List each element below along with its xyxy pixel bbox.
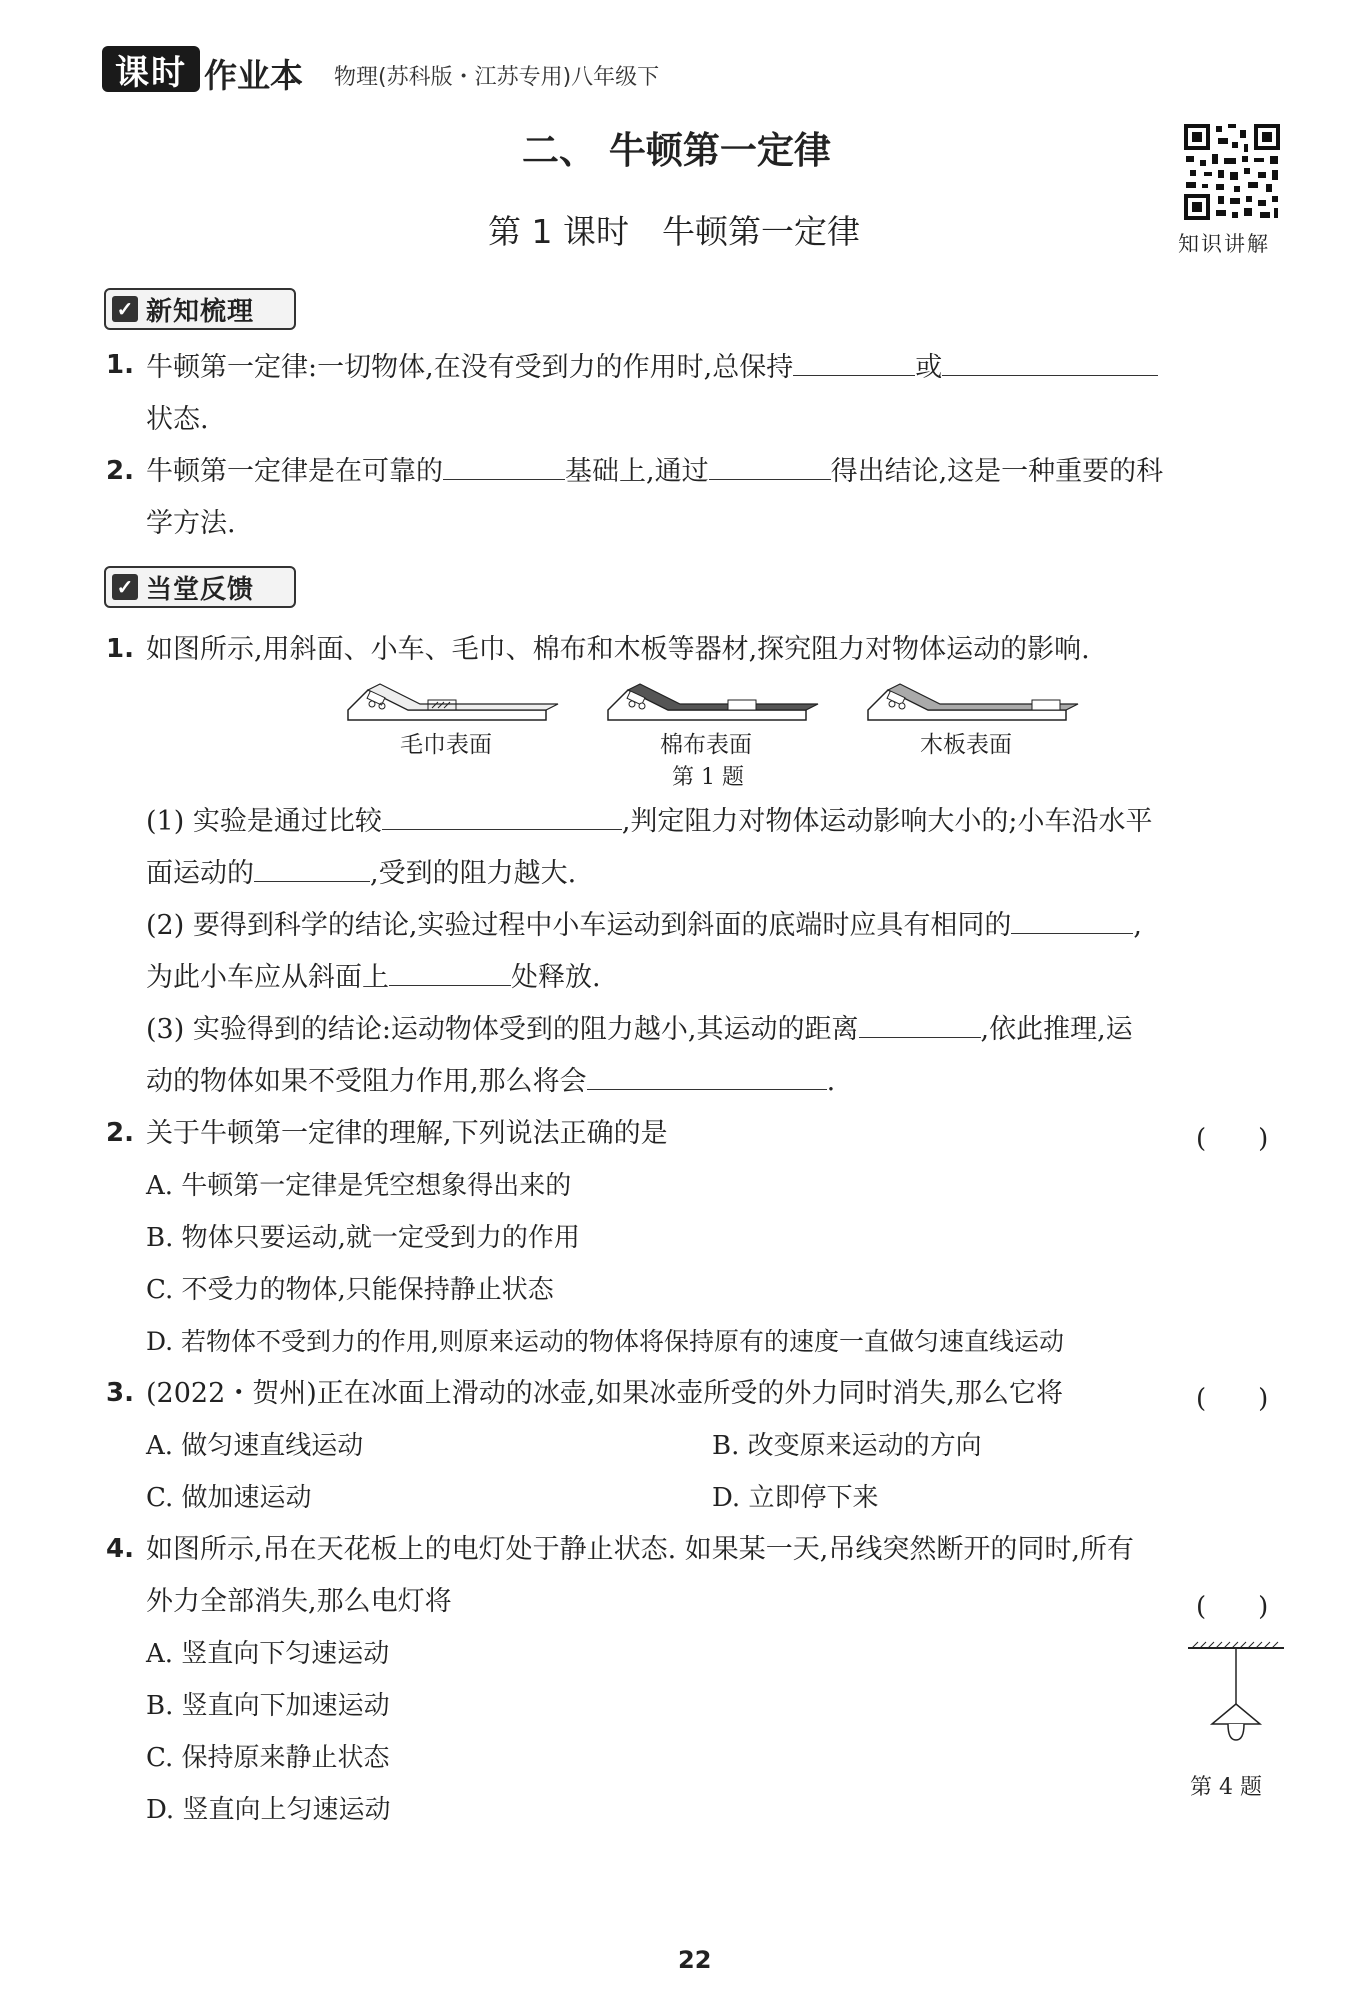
- question-text: 如图所示,用斜面、小车、毛巾、棉布和木板等器材,探究阻力对物体运动的影响.: [146, 634, 1090, 665]
- option-c[interactable]: C. 做加速运动: [146, 1483, 312, 1513]
- lesson-title: 第 1 课时 牛顿第一定律: [488, 212, 860, 251]
- ramp-towel: [348, 684, 558, 720]
- question-number: 1.: [106, 350, 134, 380]
- ramp-cotton: [608, 684, 818, 720]
- figure-caption: 第 4 题: [1190, 1775, 1262, 1800]
- answer-blank[interactable]: [793, 348, 915, 376]
- question-text: 牛顿第一定律是在可靠的 基础上,通过 得出结论,这是一种重要的科: [146, 452, 1163, 492]
- question-text: 如图所示,吊在天花板上的电灯处于静止状态. 如果某一天,吊线突然断开的同时,所有: [146, 1534, 1134, 1565]
- question-text: 牛顿第一定律:一切物体,在没有受到力的作用时,总保持 或: [146, 348, 1158, 388]
- question-number: 2.: [106, 456, 134, 486]
- question-number: 2.: [106, 1118, 134, 1148]
- subquestion-2: (2) 要得到科学的结论,实验过程中小车运动到斜面的底端时应具有相同的 ,: [146, 906, 1142, 946]
- answer-blank[interactable]: [382, 802, 622, 830]
- subquestion-3-cont: 动的物体如果不受阻力作用,那么将会 .: [146, 1062, 835, 1102]
- question-text: 关于牛顿第一定律的理解,下列说法正确的是: [146, 1118, 668, 1149]
- answer-blank[interactable]: [1011, 906, 1133, 934]
- option-d[interactable]: D. 若物体不受到力的作用,则原来运动的物体将保持原有的速度一直做匀速直线运动: [146, 1327, 1064, 1356]
- section-feedback: [104, 566, 296, 608]
- section-new-knowledge: [104, 288, 296, 330]
- option-c[interactable]: C. 不受力的物体,只能保持静止状态: [146, 1275, 554, 1305]
- figure-label-cotton: 棉布表面: [660, 732, 752, 758]
- question-number: 1.: [106, 634, 134, 664]
- header-logo: [102, 46, 200, 92]
- figure-caption: 第 1 题: [672, 765, 744, 790]
- figure-lamp: [1186, 1640, 1286, 1760]
- subquestion-2-cont: 为此小车应从斜面上 处释放.: [146, 958, 601, 998]
- figure-label-towel: 毛巾表面: [400, 732, 492, 758]
- option-d[interactable]: D. 立即停下来: [712, 1483, 879, 1513]
- answer-blank[interactable]: [942, 348, 1158, 376]
- section-label: 新知梳理: [146, 296, 255, 327]
- answer-blank[interactable]: [709, 452, 831, 480]
- logo-text: 课时: [115, 52, 187, 93]
- option-a[interactable]: A. 竖直向下匀速运动: [146, 1639, 390, 1669]
- subquestion-1: (1) 实验是通过比较 ,判定阻力对物体运动影响大小的;小车沿水平: [146, 802, 1153, 842]
- qr-caption: 知识讲解: [1178, 232, 1270, 256]
- answer-paren[interactable]: ( ): [1196, 1384, 1269, 1414]
- option-b[interactable]: B. 竖直向下加速运动: [146, 1691, 390, 1721]
- answer-blank[interactable]: [443, 452, 565, 480]
- ramp-wood: [868, 684, 1078, 720]
- qr-code[interactable]: [1182, 122, 1282, 222]
- option-b[interactable]: B. 物体只要运动,就一定受到力的作用: [146, 1223, 580, 1253]
- option-a[interactable]: A. 牛顿第一定律是凭空想象得出来的: [146, 1171, 572, 1201]
- question-number: 3.: [106, 1378, 134, 1408]
- option-d[interactable]: D. 竖直向上匀速运动: [146, 1795, 391, 1825]
- question-text-cont: 状态.: [146, 404, 209, 435]
- section-label: 当堂反馈: [146, 574, 255, 605]
- answer-blank[interactable]: [859, 1010, 981, 1038]
- check-icon: ✓: [112, 574, 138, 600]
- answer-blank[interactable]: [254, 854, 370, 882]
- page-number: 22: [678, 1946, 712, 1974]
- check-icon: ✓: [112, 296, 138, 322]
- answer-paren[interactable]: ( ): [1196, 1124, 1269, 1154]
- question-text: (2022・贺州)正在冰面上滑动的冰壶,如果冰壶所受的外力同时消失,那么它将: [146, 1378, 1063, 1409]
- answer-blank[interactable]: [587, 1062, 827, 1090]
- subject-label: 物理(苏科版・江苏专用)八年级下: [334, 65, 660, 90]
- figure-label-wood: 木板表面: [920, 732, 1012, 758]
- chapter-title: 二、 牛顿第一定律: [522, 129, 831, 172]
- question-text-cont: 外力全部消失,那么电灯将: [146, 1586, 452, 1617]
- option-b[interactable]: B. 改变原来运动的方向: [712, 1431, 982, 1461]
- book-title: 作业本: [204, 56, 303, 95]
- option-c[interactable]: C. 保持原来静止状态: [146, 1743, 390, 1773]
- subquestion-3: (3) 实验得到的结论:运动物体受到的阻力越小,其运动的距离 ,依此推理,运: [146, 1010, 1133, 1050]
- answer-paren[interactable]: ( ): [1196, 1592, 1269, 1622]
- subquestion-1-cont: 面运动的 ,受到的阻力越大.: [146, 854, 576, 894]
- option-a[interactable]: A. 做匀速直线运动: [146, 1431, 364, 1461]
- answer-blank[interactable]: [389, 958, 511, 986]
- question-text-cont: 学方法.: [146, 508, 236, 539]
- question-number: 4.: [106, 1534, 134, 1564]
